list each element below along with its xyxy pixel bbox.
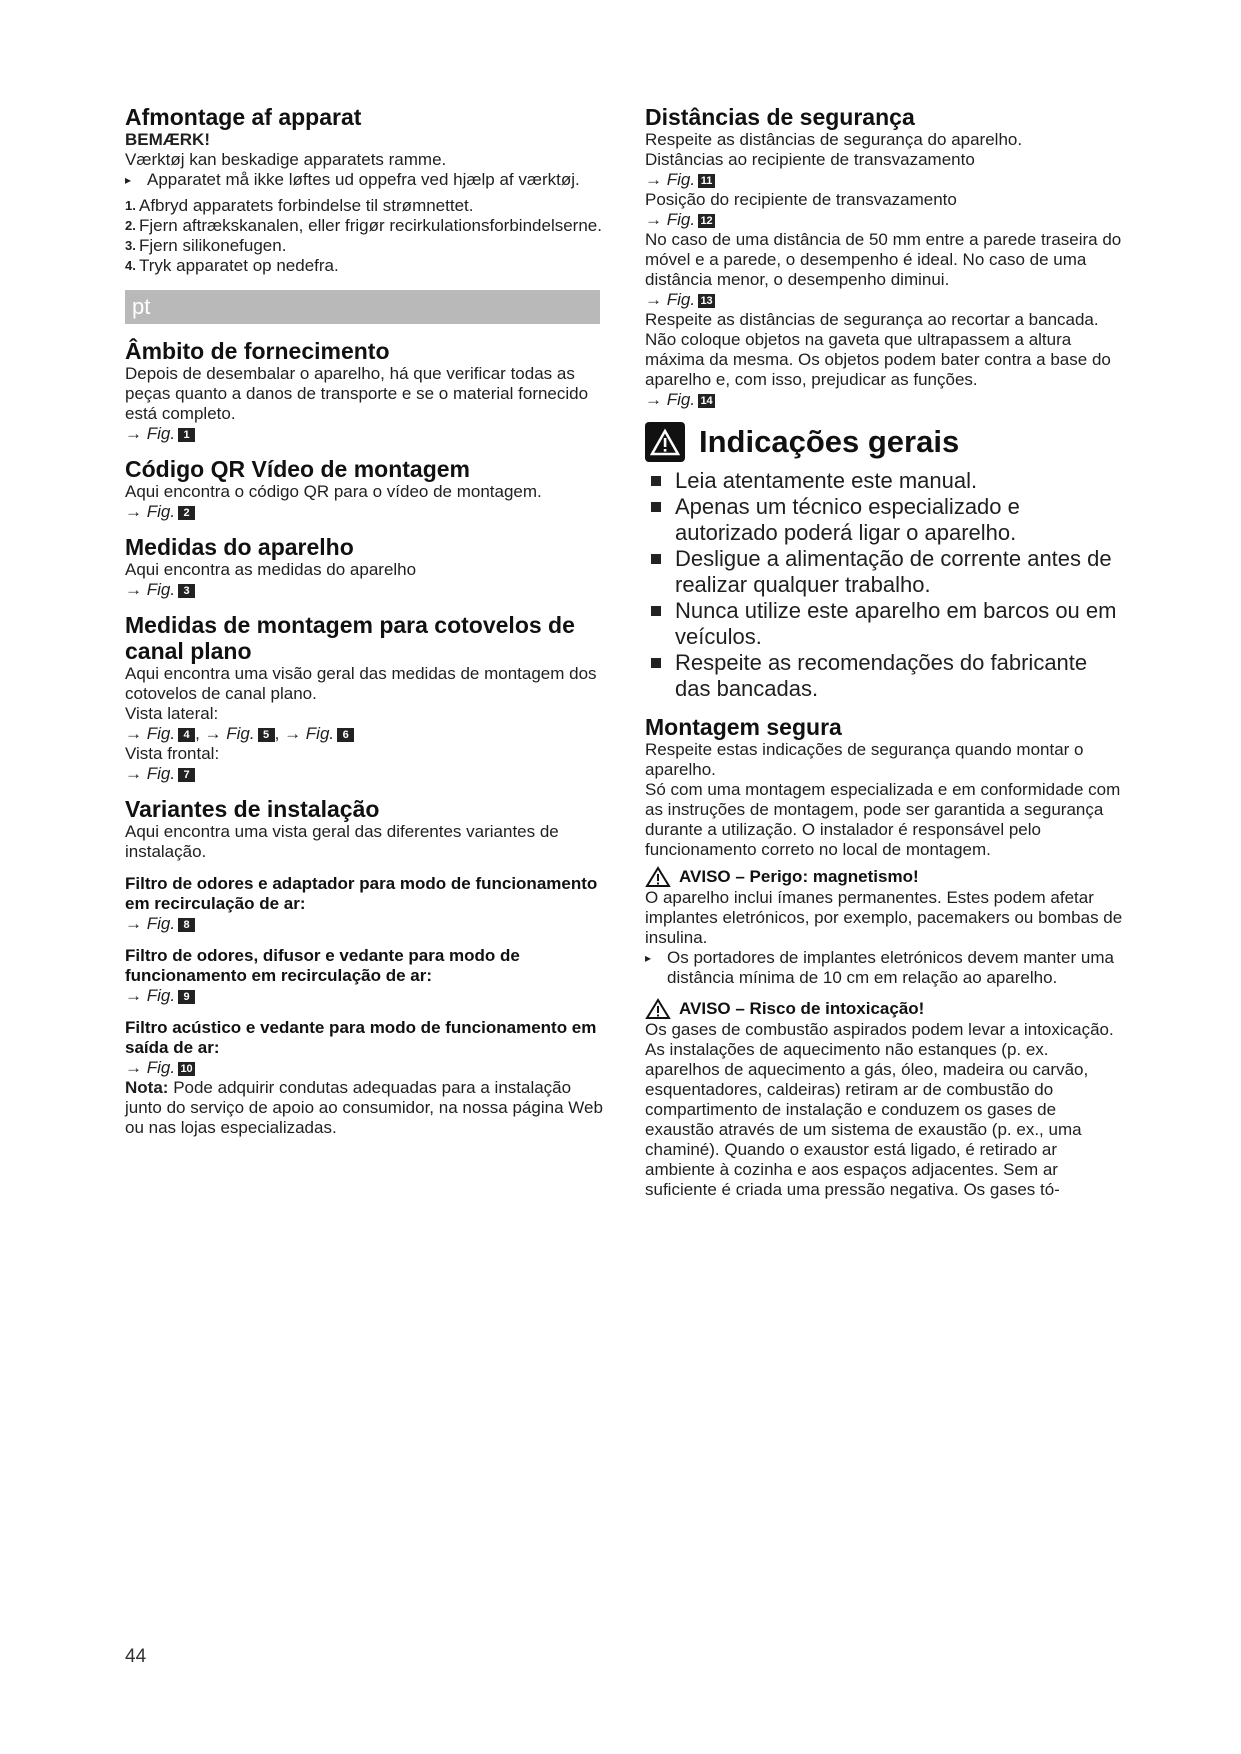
figure-number-badge: 13 xyxy=(698,294,715,308)
fig-prefix: → Fig. xyxy=(125,764,176,783)
section-ambito xyxy=(125,338,605,444)
distancias-text: Posição do recipiente de transvazamento xyxy=(645,190,957,209)
warning-text: Os gases de combustão aspirados podem levar a intoxicação. As instalações de aquecimento não estanques (p. ex. aparelhos de aquecimento a gás, óleo, madeira ou carvão, esquentadores, caldeiras) retiram ar de combustão do compartimento de instalação e conduzem os gases de exaustão através de um sistema de exaustão (p. ex., uma chaminé). Quando o exaustor está ligado, é retirado ar ambiente à cozinha e aos espaços adjacentes. Sem ar suficiente é criada uma pressão negativa. Os gases tó- xyxy=(645,1020,1114,1199)
fig-prefix: → Fig. xyxy=(645,290,696,309)
ambito-fig-ref xyxy=(125,424,605,444)
language-tag: pt xyxy=(132,294,151,319)
figure-number-badge: 8 xyxy=(178,918,195,932)
section-montagem-segura xyxy=(645,714,1127,1200)
nota-text: Pode adquirir condutas adequadas para a instalação junto do serviço de apoio ao consumidor, na nossa página Web ou nas lojas especializadas. xyxy=(125,1078,603,1137)
indicacoes-item xyxy=(645,494,1127,546)
section-afmontage xyxy=(125,104,605,276)
figure-number-badge: 9 xyxy=(178,990,195,1004)
codigo-fig-ref xyxy=(125,502,605,522)
section-indicacoes xyxy=(645,422,1127,702)
fig-prefix: → Fig. xyxy=(645,210,696,229)
step-text: Fjern aftrækskanalen, eller frigør recirkulationsforbindelserne. xyxy=(139,216,602,235)
montagem-medidas-title: Medidas de montagem para cotovelos de canal plano xyxy=(125,612,575,664)
page-number: 44 xyxy=(125,1646,147,1667)
indicacoes-heading xyxy=(645,422,1127,462)
fig-prefix: → Fig. xyxy=(125,1058,176,1077)
indicacoes-item-text: Desligue a alimentação de corrente antes de realizar qualquer trabalho. xyxy=(675,546,1112,597)
triangle-bullet-icon: ▸ xyxy=(125,173,132,187)
figure-number-badge: 14 xyxy=(698,394,715,408)
indicacoes-item xyxy=(645,468,1127,494)
distancias-text: Não coloque objetos na gaveta que ultrapassem a altura máxima da mesma. Os objetos podem bater contra a base do aparelho e, com isso, prejudicar as funções. xyxy=(645,330,1111,389)
section-codigo xyxy=(125,456,605,522)
indicacoes-item xyxy=(645,650,1127,702)
fig-prefix: → Fig. xyxy=(125,580,176,599)
fig-prefix: → Fig. xyxy=(284,724,335,743)
variante-2-fig-ref xyxy=(125,986,605,1006)
distancias-text: Distâncias ao recipiente de transvazamento xyxy=(645,150,975,169)
right-column xyxy=(645,104,1127,1212)
variante-1-fig-ref xyxy=(125,914,605,934)
variante-3-fig-ref xyxy=(125,1058,605,1078)
square-bullet-icon xyxy=(651,502,661,512)
distancias-title: Distâncias de segurança xyxy=(645,104,915,130)
distancias-fig-ref xyxy=(645,170,1127,190)
step-number: 1. xyxy=(125,198,136,213)
front-view-label: Vista frontal: xyxy=(125,744,220,763)
distancias-fig-ref xyxy=(645,210,1127,230)
variante-1-title: Filtro de odores e adaptador para modo de funcionamento em recirculação de ar: xyxy=(125,874,598,913)
step-text: Afbryd apparatets forbindelse til strømnettet. xyxy=(139,196,474,215)
warning-intoxication xyxy=(645,998,1127,1020)
warning-title: AVISO – Perigo: magnetismo! xyxy=(679,867,919,886)
montagem-title: Montagem segura xyxy=(645,714,842,740)
medidas-text: Aqui encontra as medidas do aparelho xyxy=(125,560,417,579)
triangle-bullet-icon: ▸ xyxy=(645,951,652,965)
square-bullet-icon xyxy=(651,606,661,616)
afmontage-note-text: Værktøj kan beskadige apparatets ramme. xyxy=(125,150,447,169)
warning-title: AVISO – Risco de intoxicação! xyxy=(679,999,925,1018)
warning-bullet xyxy=(645,948,1127,988)
warning-triangle-icon xyxy=(645,998,671,1020)
figure-number-badge: 11 xyxy=(698,174,715,188)
section-variantes xyxy=(125,796,605,1138)
step-number: 3. xyxy=(125,238,136,253)
figure-number-badge: 12 xyxy=(698,214,715,228)
distancias-text: Respeite as distâncias de segurança ao recortar a bancada. xyxy=(645,310,1099,329)
distancias-fig-ref xyxy=(645,390,1127,410)
step-text: Fjern silikonefugen. xyxy=(139,236,287,255)
montagem-text: Só com uma montagem especializada e em conformidade com as instruções de montagem, pode ser garantida a segurança durante a utilização. O instalador é responsável pelo funcionamento correto no local de montagem. xyxy=(645,780,1121,859)
indicacoes-item xyxy=(645,546,1127,598)
language-bar xyxy=(125,290,600,324)
separator: , xyxy=(274,724,280,743)
afmontage-step xyxy=(125,196,605,216)
figure-number-badge: 6 xyxy=(337,728,354,742)
figure-number-badge: 10 xyxy=(178,1062,195,1076)
afmontage-step xyxy=(125,256,605,276)
indicacoes-title: Indicações gerais xyxy=(699,424,960,459)
indicacoes-item-text: Nunca utilize este aparelho em barcos ou em veículos. xyxy=(675,598,1117,649)
montagem-text: Respeite estas indicações de segurança quando montar o aparelho. xyxy=(645,740,1084,779)
codigo-title: Código QR Vídeo de montagem xyxy=(125,456,471,482)
step-text: Tryk apparatet op nedefra. xyxy=(139,256,339,275)
ambito-title: Âmbito de fornecimento xyxy=(125,338,390,364)
distancias-text: No caso de uma distância de 50 mm entre a parede traseira do móvel e a parede, o desempenho é ideal. No caso de uma distância menor, o desempenho diminui. xyxy=(645,230,1122,289)
section-montagem-medidas xyxy=(125,612,605,784)
warning-bullet-text: Os portadores de implantes eletrónicos devem manter uma distância mínima de 10 cm em relação ao aparelho. xyxy=(667,948,1114,987)
figure-number-badge: 7 xyxy=(178,768,195,782)
variante-3-title: Filtro acústico e vedante para modo de funcionamento em saída de ar: xyxy=(125,1018,597,1057)
medidas-fig-ref xyxy=(125,580,605,600)
variante-2-title: Filtro de odores, difusor e vedante para modo de funcionamento em recirculação de ar: xyxy=(125,946,520,985)
fig-prefix: → Fig. xyxy=(125,424,176,443)
afmontage-title: Afmontage af apparat xyxy=(125,104,362,130)
indicacoes-item-text: Respeite as recomendações do fabricante das bancadas. xyxy=(675,650,1088,701)
codigo-text: Aqui encontra o código QR para o vídeo de montagem. xyxy=(125,482,542,501)
section-medidas xyxy=(125,534,605,600)
figure-number-badge: 4 xyxy=(178,728,195,742)
fig-prefix: → Fig. xyxy=(125,724,176,743)
figure-number-badge: 3 xyxy=(178,584,195,598)
square-bullet-icon xyxy=(651,476,661,486)
warning-magnetism xyxy=(645,866,1127,888)
warning-triangle-icon xyxy=(645,866,671,888)
medidas-title: Medidas do aparelho xyxy=(125,534,354,560)
fig-prefix: → Fig. xyxy=(204,724,255,743)
montagem-medidas-text: Aqui encontra uma visão geral das medidas de montagem dos cotovelos de canal plano. xyxy=(125,664,597,703)
nota xyxy=(125,1078,605,1138)
distancias-fig-ref xyxy=(645,290,1127,310)
step-number: 4. xyxy=(125,258,136,273)
fig-prefix: → Fig. xyxy=(125,986,176,1005)
square-bullet-icon xyxy=(651,554,661,564)
side-view-label: Vista lateral: xyxy=(125,704,219,723)
indicacoes-item-text: Apenas um técnico especializado e autorizado poderá ligar o aparelho. xyxy=(675,494,1020,545)
fig-prefix: → Fig. xyxy=(125,502,176,521)
front-view-fig-ref xyxy=(125,764,605,784)
afmontage-bullet xyxy=(125,170,605,190)
side-view-fig-refs xyxy=(125,724,605,744)
afmontage-step xyxy=(125,216,605,236)
square-bullet-icon xyxy=(651,658,661,668)
afmontage-step xyxy=(125,236,605,256)
afmontage-note-label: BEMÆRK! xyxy=(125,130,210,149)
warning-text: O aparelho inclui ímanes permanentes. Estes podem afetar implantes eletrónicos, por exemplo, pacemakers ou bombas de insulina. xyxy=(645,888,1123,947)
distancias-text: Respeite as distâncias de segurança do aparelho. xyxy=(645,130,1023,149)
section-distancias xyxy=(645,104,1127,410)
nota-label: Nota: xyxy=(125,1078,169,1097)
variantes-text: Aqui encontra uma vista geral das diferentes variantes de instalação. xyxy=(125,822,559,861)
warning-icon xyxy=(645,422,685,462)
afmontage-bullet-text: Apparatet må ikke løftes ud oppefra ved hjælp af værktøj. xyxy=(147,170,580,189)
variantes-title: Variantes de instalação xyxy=(125,796,380,822)
figure-number-badge: 5 xyxy=(258,728,275,742)
fig-prefix: → Fig. xyxy=(645,390,696,409)
left-column xyxy=(125,104,605,1150)
figure-number-badge: 1 xyxy=(178,428,195,442)
figure-number-badge: 2 xyxy=(178,506,195,520)
ambito-text: Depois de desembalar o aparelho, há que verificar todas as peças quanto a danos de transporte e se o material fornecido está completo. xyxy=(125,364,589,423)
indicacoes-item xyxy=(645,598,1127,650)
step-number: 2. xyxy=(125,218,136,233)
fig-prefix: → Fig. xyxy=(125,914,176,933)
fig-prefix: → Fig. xyxy=(645,170,696,189)
indicacoes-item-text: Leia atentamente este manual. xyxy=(675,468,978,493)
separator: , xyxy=(195,724,200,743)
